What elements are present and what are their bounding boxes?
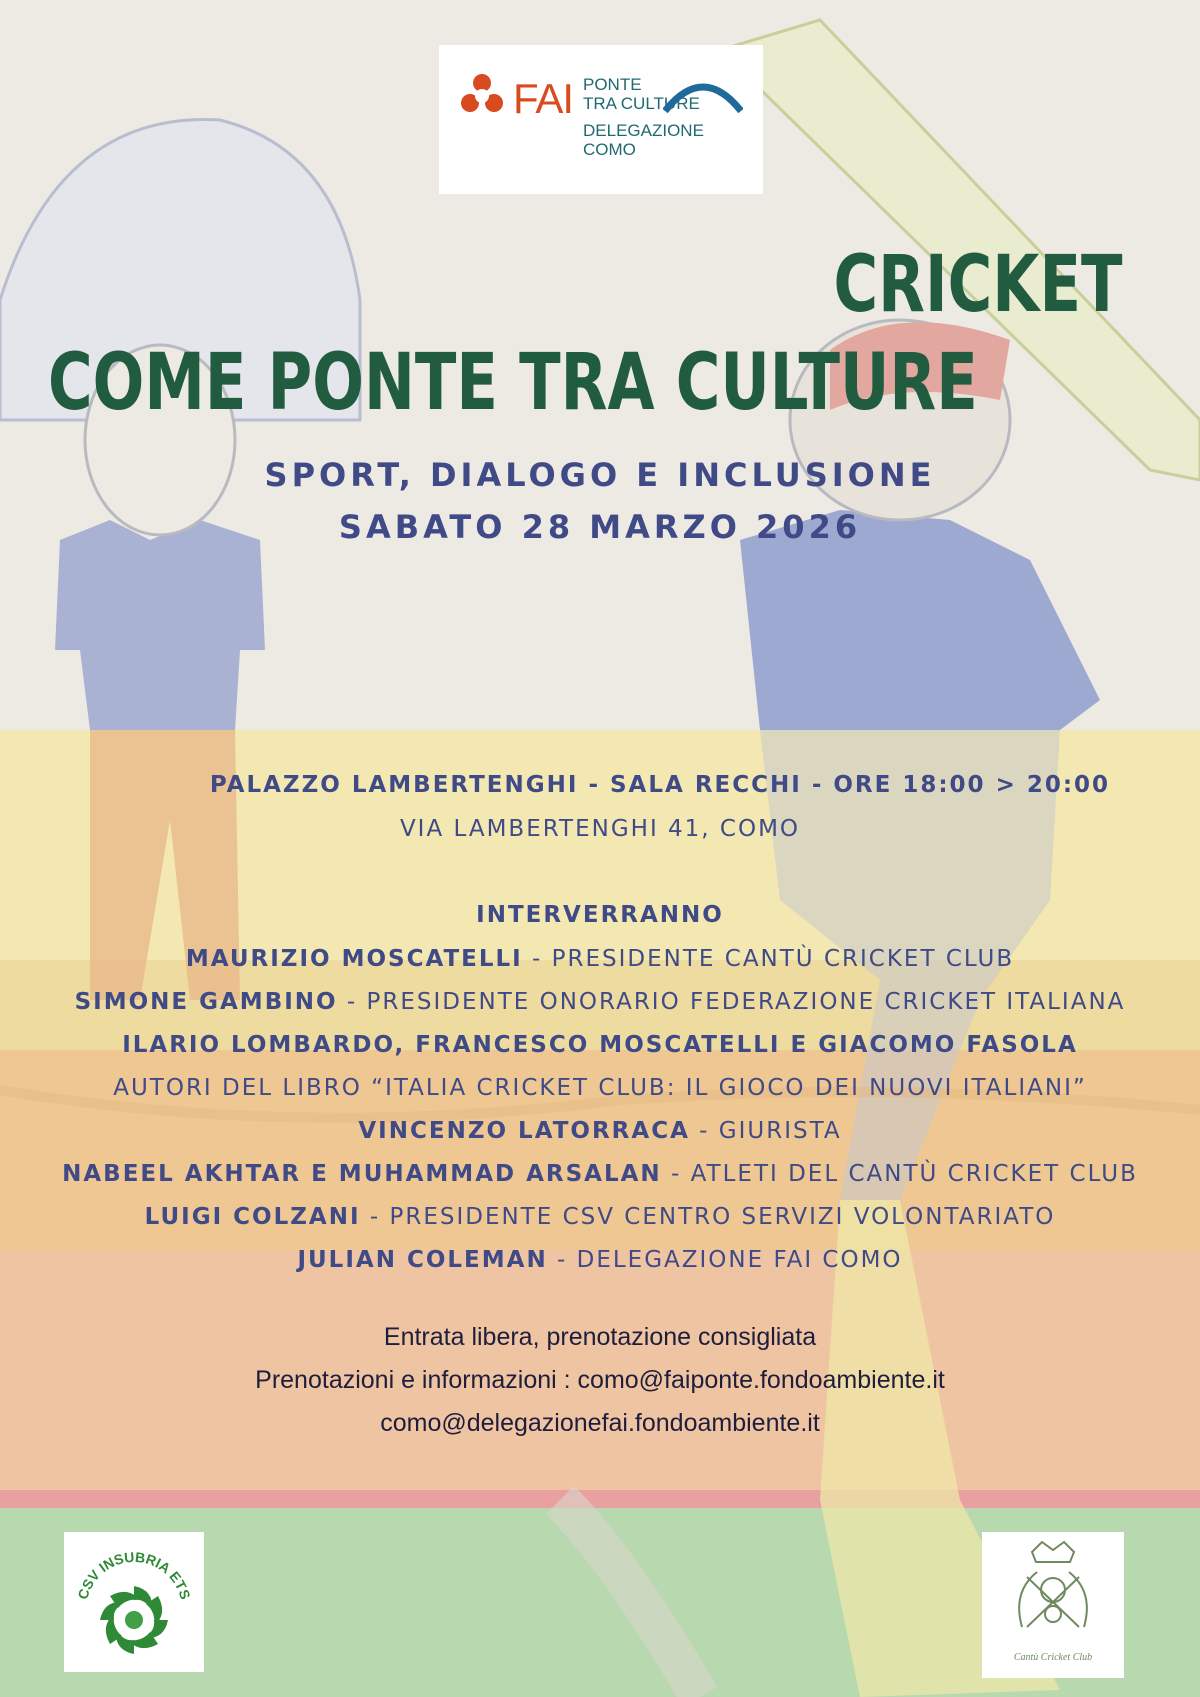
csv-logo-text: CSV INSUBRIA ETS bbox=[74, 1548, 194, 1602]
fai-brand: FAI bbox=[513, 75, 574, 122]
speaker-role: - ATLETI DEL CANTÙ CRICKET CLUB bbox=[661, 1161, 1138, 1187]
speaker-row bbox=[0, 1161, 1200, 1187]
speaker-role: - DELEGAZIONE FAI COMO bbox=[547, 1247, 903, 1273]
speaker-row bbox=[0, 946, 1200, 972]
title-line-1: CRICKET bbox=[833, 240, 1122, 330]
venue-address: VIA LAMBERTENGHI 41, COMO bbox=[399, 816, 801, 842]
speaker-role: - PRESIDENTE ONORARIO FEDERAZIONE CRICKET ITALIANA bbox=[337, 989, 1126, 1015]
fai-line-2: TRA CULTURE bbox=[583, 94, 700, 113]
speaker-role: - GIURISTA bbox=[689, 1118, 842, 1144]
fai-flower-icon bbox=[459, 73, 505, 119]
speakers-heading: INTERVERRANNO bbox=[476, 902, 724, 928]
fai-line-3: DELEGAZIONE bbox=[583, 121, 704, 140]
venue-place: PALAZZO LAMBERTENGHI - SALA RECCHI - ORE 18:00 > 20:00 bbox=[209, 772, 1111, 798]
speaker-name: JULIAN COLEMAN bbox=[297, 1247, 548, 1273]
entry-info: Entrata libera, prenotazione consigliata bbox=[383, 1323, 817, 1351]
cricket-crest-icon bbox=[982, 1532, 1124, 1678]
fai-delegazione-lines bbox=[583, 121, 704, 159]
subtitle-line-1: SPORT, DIALOGO E INCLUSIONE bbox=[264, 456, 936, 494]
csv-swirl-icon bbox=[64, 1532, 204, 1672]
cantu-logo-text: Cantù Cricket Club bbox=[1013, 1652, 1093, 1663]
speaker-name: NABEEL AKHTAR E MUHAMMAD ARSALAN bbox=[62, 1161, 662, 1187]
speaker-row bbox=[0, 1204, 1200, 1230]
speaker-role: - PRESIDENTE CSV CENTRO SERVIZI VOLONTARIATO bbox=[360, 1204, 1056, 1230]
bridge-arch-icon bbox=[663, 73, 743, 113]
csv-insubria-logo bbox=[64, 1532, 204, 1672]
title-line-2: COME PONTE TRA CULTURE bbox=[48, 338, 978, 428]
speaker-row bbox=[0, 1032, 1200, 1058]
booking-info: Prenotazioni e informazioni : como@faiponte.fondoambiente.it bbox=[255, 1366, 945, 1394]
booking-email: como@delegazionefai.fondoambiente.it bbox=[380, 1409, 820, 1437]
speaker-row bbox=[0, 1247, 1200, 1273]
fai-logo bbox=[439, 45, 763, 194]
speaker-name: VINCENZO LATORRACA bbox=[358, 1118, 690, 1144]
speaker-name: MAURIZIO MOSCATELLI bbox=[185, 946, 523, 972]
fai-line-1: PONTE bbox=[583, 75, 642, 94]
speaker-role: - PRESIDENTE CANTÙ CRICKET CLUB bbox=[522, 946, 1015, 972]
speaker-row bbox=[0, 1118, 1200, 1144]
fai-line-4: COMO bbox=[583, 140, 636, 159]
speaker-name: ILARIO LOMBARDO, FRANCESCO MOSCATELLI E GIACOMO FASOLA bbox=[122, 1032, 1078, 1058]
speaker-row bbox=[0, 1075, 1200, 1101]
svg-text:CSV INSUBRIA ETS bbox=[74, 1549, 193, 1601]
speaker-name: LUIGI COLZANI bbox=[144, 1204, 361, 1230]
speaker-role: AUTORI DEL LIBRO “ITALIA CRICKET CLUB: IL GIOCO DEI NUOVI ITALIANI” bbox=[113, 1075, 1087, 1101]
speaker-row bbox=[0, 989, 1200, 1015]
subtitle-line-2: SABATO 28 MARZO 2026 bbox=[338, 508, 862, 546]
speaker-name: SIMONE GAMBINO bbox=[74, 989, 338, 1015]
cantu-cricket-club-logo bbox=[982, 1532, 1124, 1678]
